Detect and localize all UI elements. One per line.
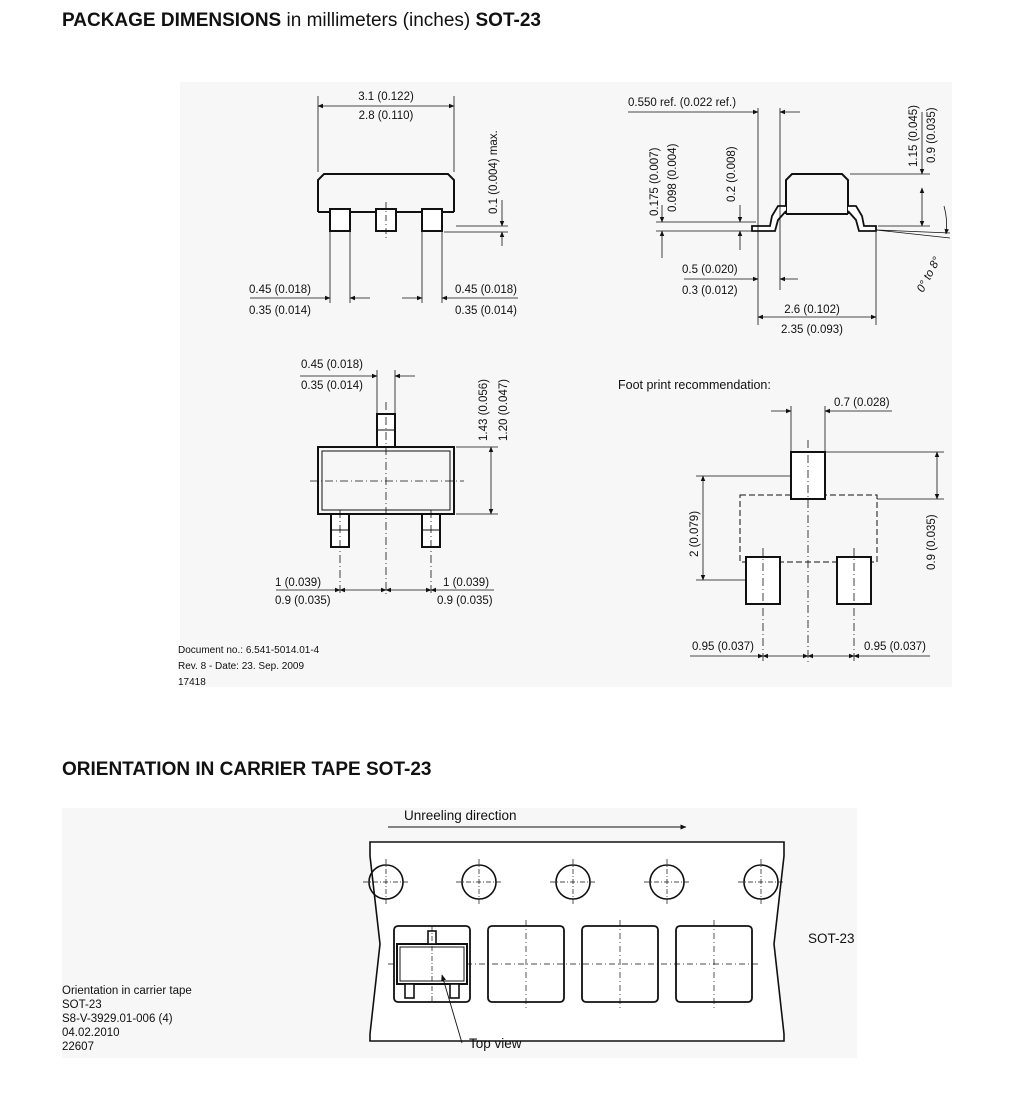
carrier-tape bbox=[363, 842, 784, 1043]
side-ref: 0.550 ref. (0.022 ref.) bbox=[628, 97, 737, 109]
top-pitch-left-max: 1 (0.039) bbox=[275, 577, 322, 589]
heading-title: PACKAGE DIMENSIONS bbox=[62, 10, 282, 31]
side-angle: 0° to 8° bbox=[915, 255, 944, 295]
side-height-min: 0.9 (0.035) bbox=[926, 107, 938, 163]
side-span-max: 2.6 (0.102) bbox=[784, 304, 840, 316]
front-standoff: 0.1 (0.004) max. bbox=[488, 130, 500, 214]
side-foot-max: 0.5 (0.020) bbox=[682, 264, 738, 276]
front-lead-left-max: 0.45 (0.018) bbox=[249, 284, 312, 296]
top-lead-w-min: 0.35 (0.014) bbox=[301, 380, 364, 392]
unreeling-direction-label: Unreeling direction bbox=[404, 808, 517, 823]
tape-note-line: Orientation in carrier tape bbox=[62, 985, 192, 997]
top-body-w-min: 1.20 (0.047) bbox=[498, 378, 510, 441]
side-lead-thick-max: 0.175 (0.007) bbox=[649, 147, 661, 216]
tape-note-line: SOT-23 bbox=[62, 999, 102, 1011]
footprint-pitch-right: 0.95 (0.037) bbox=[864, 641, 927, 653]
tape-note-line: S8-V-3929.01-006 (4) bbox=[62, 1013, 173, 1025]
top-pitch-right-max: 1 (0.039) bbox=[443, 577, 490, 589]
footprint-row-spacing: 2 (0.079) bbox=[689, 510, 701, 557]
front-lead-left-min: 0.35 (0.014) bbox=[249, 305, 312, 317]
side-height-max: 1.15 (0.045) bbox=[908, 104, 920, 167]
front-lead-right-max: 0.45 (0.018) bbox=[455, 284, 518, 296]
heading-unit: in millimeters (inches) bbox=[286, 10, 471, 31]
side-lead-thick-min: 0.098 (0.004) bbox=[667, 143, 679, 212]
top-view-label: Top view bbox=[469, 1036, 522, 1051]
tape-note-line: 04.02.2010 bbox=[62, 1027, 120, 1039]
top-body-w-max: 1.43 (0.056) bbox=[478, 378, 490, 441]
footprint-title: Foot print recommendation: bbox=[618, 378, 771, 392]
footprint-pitch-left: 0.95 (0.037) bbox=[692, 641, 755, 653]
heading-package: SOT-23 bbox=[475, 10, 541, 31]
front-width-max: 3.1 (0.122) bbox=[358, 91, 414, 103]
footprint-pad-width: 0.7 (0.028) bbox=[834, 397, 890, 409]
top-lead-w-max: 0.45 (0.018) bbox=[301, 359, 364, 371]
side-lead-offset: 0.2 (0.008) bbox=[726, 146, 738, 202]
front-width-min: 2.8 (0.110) bbox=[358, 110, 414, 122]
side-span-min: 2.35 (0.093) bbox=[780, 324, 844, 336]
doc-number: Document no.: 6.541-5014.01-4 bbox=[178, 645, 320, 656]
tape-package-label: SOT-23 bbox=[808, 931, 855, 946]
tape-note-line: 22607 bbox=[62, 1041, 94, 1053]
front-lead-right-min: 0.35 (0.014) bbox=[455, 305, 518, 317]
doc-id: 17418 bbox=[178, 677, 206, 688]
carrier-tape-heading: ORIENTATION IN CARRIER TAPE SOT-23 bbox=[62, 759, 432, 780]
doc-revision: Rev. 8 - Date: 23. Sep. 2009 bbox=[178, 661, 305, 672]
top-pitch-left-min: 0.9 (0.035) bbox=[275, 595, 331, 607]
top-pitch-right-min: 0.9 (0.035) bbox=[437, 595, 493, 607]
side-foot-min: 0.3 (0.012) bbox=[682, 285, 738, 297]
footprint-pad-length: 0.9 (0.035) bbox=[926, 514, 938, 570]
